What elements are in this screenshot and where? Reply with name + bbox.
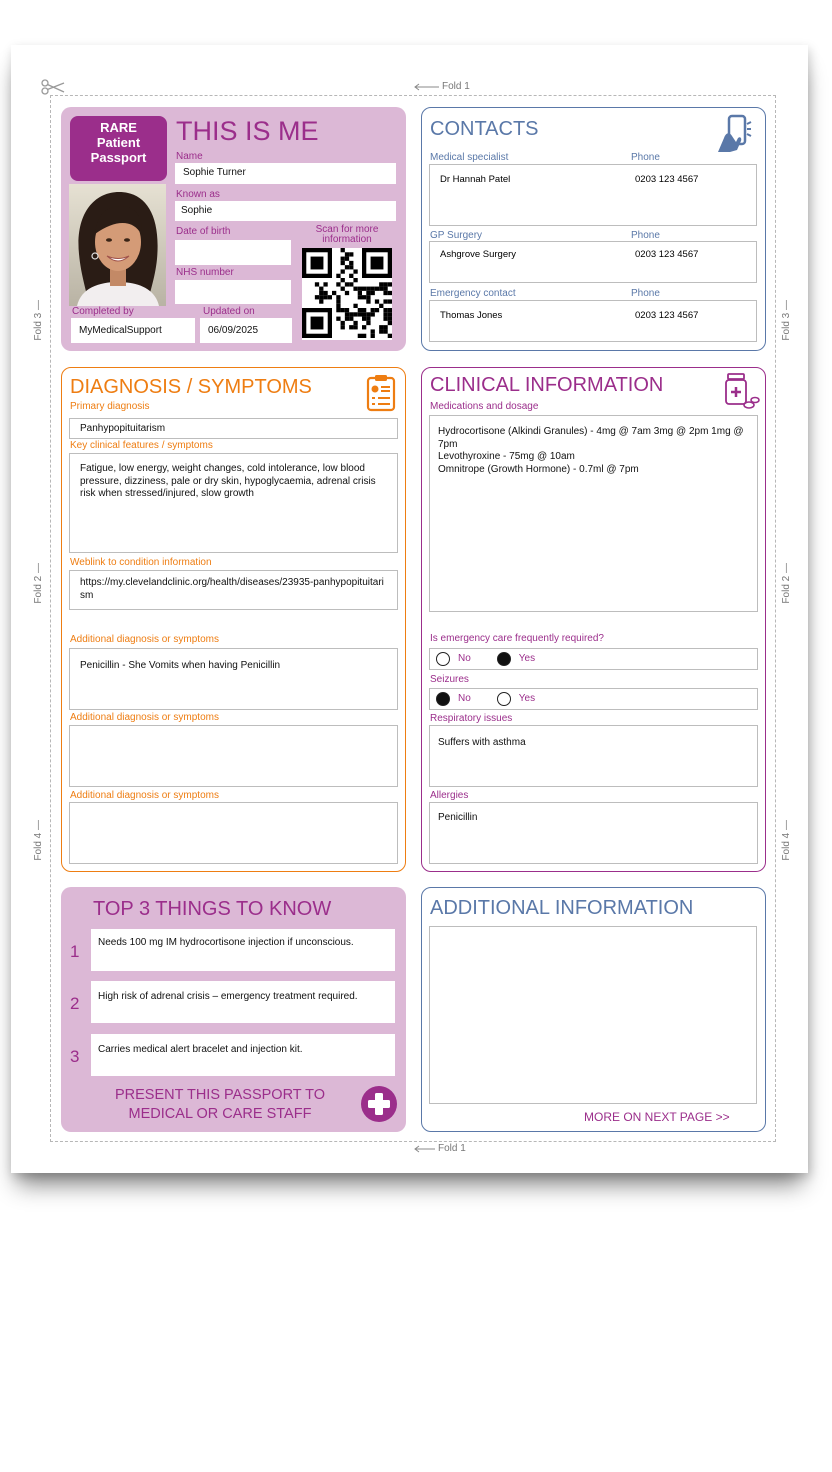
additional-field-1[interactable]: Penicillin - She Vomits when having Penicillin	[69, 648, 398, 710]
arrow-left-icon	[413, 83, 439, 91]
respiratory-field[interactable]: Suffers with asthma	[429, 725, 758, 787]
emergency-yes-radio[interactable]	[497, 652, 511, 666]
emergency-care-label: Is emergency care frequently required?	[430, 633, 604, 644]
gp-name: Ashgrove Surgery	[440, 249, 517, 260]
fold-2-left: Fold 2 —	[33, 563, 44, 604]
medication-item: Hydrocortisone (Alkindi Granules) - 4mg @ 7am 3mg @ 2pm 1mg @ 7pm	[438, 426, 744, 450]
allergies-label: Allergies	[430, 790, 469, 801]
completed-by-field[interactable]: MyMedicalSupport	[71, 318, 195, 343]
present-passport-notice: PRESENT THIS PASSPORT TO MEDICAL OR CARE STAFF	[114, 1087, 326, 1122]
seizures-yes-radio[interactable]	[497, 692, 511, 706]
diagnosis-title: DIAGNOSIS / SYMPTOMS	[70, 376, 312, 398]
emergency-contact-phone: 0203 123 4567	[635, 310, 699, 321]
emergency-contact-label: Emergency contact	[430, 288, 516, 299]
fold-1-label: Fold 1	[438, 1143, 466, 1154]
fold-1-bottom	[413, 1143, 466, 1154]
qr-code[interactable]	[302, 248, 392, 340]
clipboard-icon	[366, 374, 396, 412]
completed-by-label: Completed by	[72, 306, 134, 317]
contacts-title: CONTACTS	[430, 118, 539, 140]
additional-field-2[interactable]	[69, 725, 398, 787]
fold-1-top	[413, 81, 470, 92]
additional-info-field[interactable]	[429, 926, 757, 1104]
item-number: 2	[70, 994, 80, 1013]
additional-info-title: ADDITIONAL INFORMATION	[430, 897, 694, 919]
medication-item: Levothyroxine - 75mg @ 10am	[438, 451, 575, 462]
medical-cross-icon	[360, 1085, 398, 1123]
additional-label-1: Additional diagnosis or symptoms	[70, 634, 219, 645]
emergency-contact-name: Thomas Jones	[440, 310, 503, 321]
phone-icon	[716, 114, 752, 154]
dob-label: Date of birth	[176, 226, 231, 237]
top3-item-3[interactable]: Carries medical alert bracelet and injection kit.	[91, 1034, 395, 1076]
weblink-field[interactable]: https://my.clevelandclinic.org/health/diseases/23935-panhypopituitarism	[69, 570, 398, 610]
updated-on-label: Updated on	[203, 306, 255, 317]
dob-field[interactable]	[175, 240, 291, 265]
allergies-field[interactable]: Penicillin	[429, 802, 758, 864]
known-as-field[interactable]: Sophie	[175, 201, 396, 221]
specialist-phone: 0203 123 4567	[635, 174, 699, 185]
primary-diagnosis-field[interactable]: Panhypopituitarism	[69, 418, 398, 439]
medications-label: Medications and dosage	[430, 401, 539, 412]
gp-phone: 0203 123 4567	[635, 249, 699, 260]
name-label: Name	[176, 151, 203, 162]
seizures-radio-group	[429, 688, 758, 710]
top3-item-2[interactable]: High risk of adrenal crisis – emergency treatment required.	[91, 981, 395, 1023]
seizures-no-label: No	[458, 692, 471, 704]
name-field[interactable]: Sophie Turner	[175, 163, 396, 184]
phone-label: Phone	[631, 288, 660, 299]
additional-field-3[interactable]	[69, 802, 398, 864]
features-label: Key clinical features / symptoms	[70, 440, 213, 451]
features-field[interactable]: Fatigue, low energy, weight changes, cold intolerance, low blood pressure, dizziness, pale or dry skin, hypoglycaemia, adrenal crisis risk when stressed/injured, slow growth	[69, 453, 398, 553]
medications-field[interactable]	[429, 415, 758, 612]
medicine-icon	[722, 372, 760, 410]
additional-label-3: Additional diagnosis or symptoms	[70, 790, 219, 801]
phone-label: Phone	[631, 230, 660, 241]
known-as-label: Known as	[176, 189, 220, 200]
emergency-care-radio-group	[429, 648, 758, 670]
emergency-contact-field[interactable]	[429, 300, 757, 342]
scissors-icon	[40, 78, 66, 96]
seizures-yes-label: Yes	[518, 692, 536, 704]
updated-on-field[interactable]: 06/09/2025	[200, 318, 292, 343]
fold-2-right: Fold 2 —	[781, 563, 792, 604]
primary-diagnosis-label: Primary diagnosis	[70, 401, 150, 412]
item-number: 3	[70, 1047, 80, 1066]
specialist-name: Dr Hannah Patel	[440, 174, 511, 185]
emergency-yes-label: Yes	[518, 652, 536, 664]
top3-title: TOP 3 THINGS TO KNOW	[93, 898, 332, 920]
nhs-label: NHS number	[176, 267, 234, 278]
medication-item: Omnitrope (Growth Hormone) - 0.7ml @ 7pm	[438, 463, 639, 475]
patient-photo	[69, 184, 166, 306]
fold-4-left: Fold 4 —	[33, 820, 44, 861]
phone-label: Phone	[631, 152, 660, 163]
fold-1-label: Fold 1	[442, 81, 470, 92]
seizures-no-radio[interactable]	[436, 692, 450, 706]
emergency-no-label: No	[458, 652, 471, 664]
clinical-title: CLINICAL INFORMATION	[430, 374, 664, 396]
fold-3-right: Fold 3 —	[781, 300, 792, 341]
more-next-page-link[interactable]: MORE ON NEXT PAGE >>	[584, 1110, 730, 1124]
arrow-left-icon	[413, 1145, 435, 1153]
nhs-field[interactable]	[175, 280, 291, 304]
gp-label: GP Surgery	[430, 230, 483, 241]
page-title: THIS IS ME	[176, 116, 319, 146]
respiratory-label: Respiratory issues	[430, 713, 513, 724]
scan-label: Scan for more information	[315, 224, 379, 245]
emergency-no-radio[interactable]	[436, 652, 450, 666]
specialist-label: Medical specialist	[430, 152, 509, 163]
seizures-label: Seizures	[430, 674, 469, 685]
fold-3-left: Fold 3 —	[33, 300, 44, 341]
weblink-label: Weblink to condition information	[70, 557, 212, 568]
gp-field[interactable]	[429, 241, 757, 283]
rare-passport-badge: RARE Patient Passport	[70, 116, 167, 181]
top3-item-1[interactable]: Needs 100 mg IM hydrocortisone injection if unconscious.	[91, 929, 395, 971]
item-number: 1	[70, 942, 80, 961]
additional-label-2: Additional diagnosis or symptoms	[70, 712, 219, 723]
fold-4-right: Fold 4 —	[781, 820, 792, 861]
